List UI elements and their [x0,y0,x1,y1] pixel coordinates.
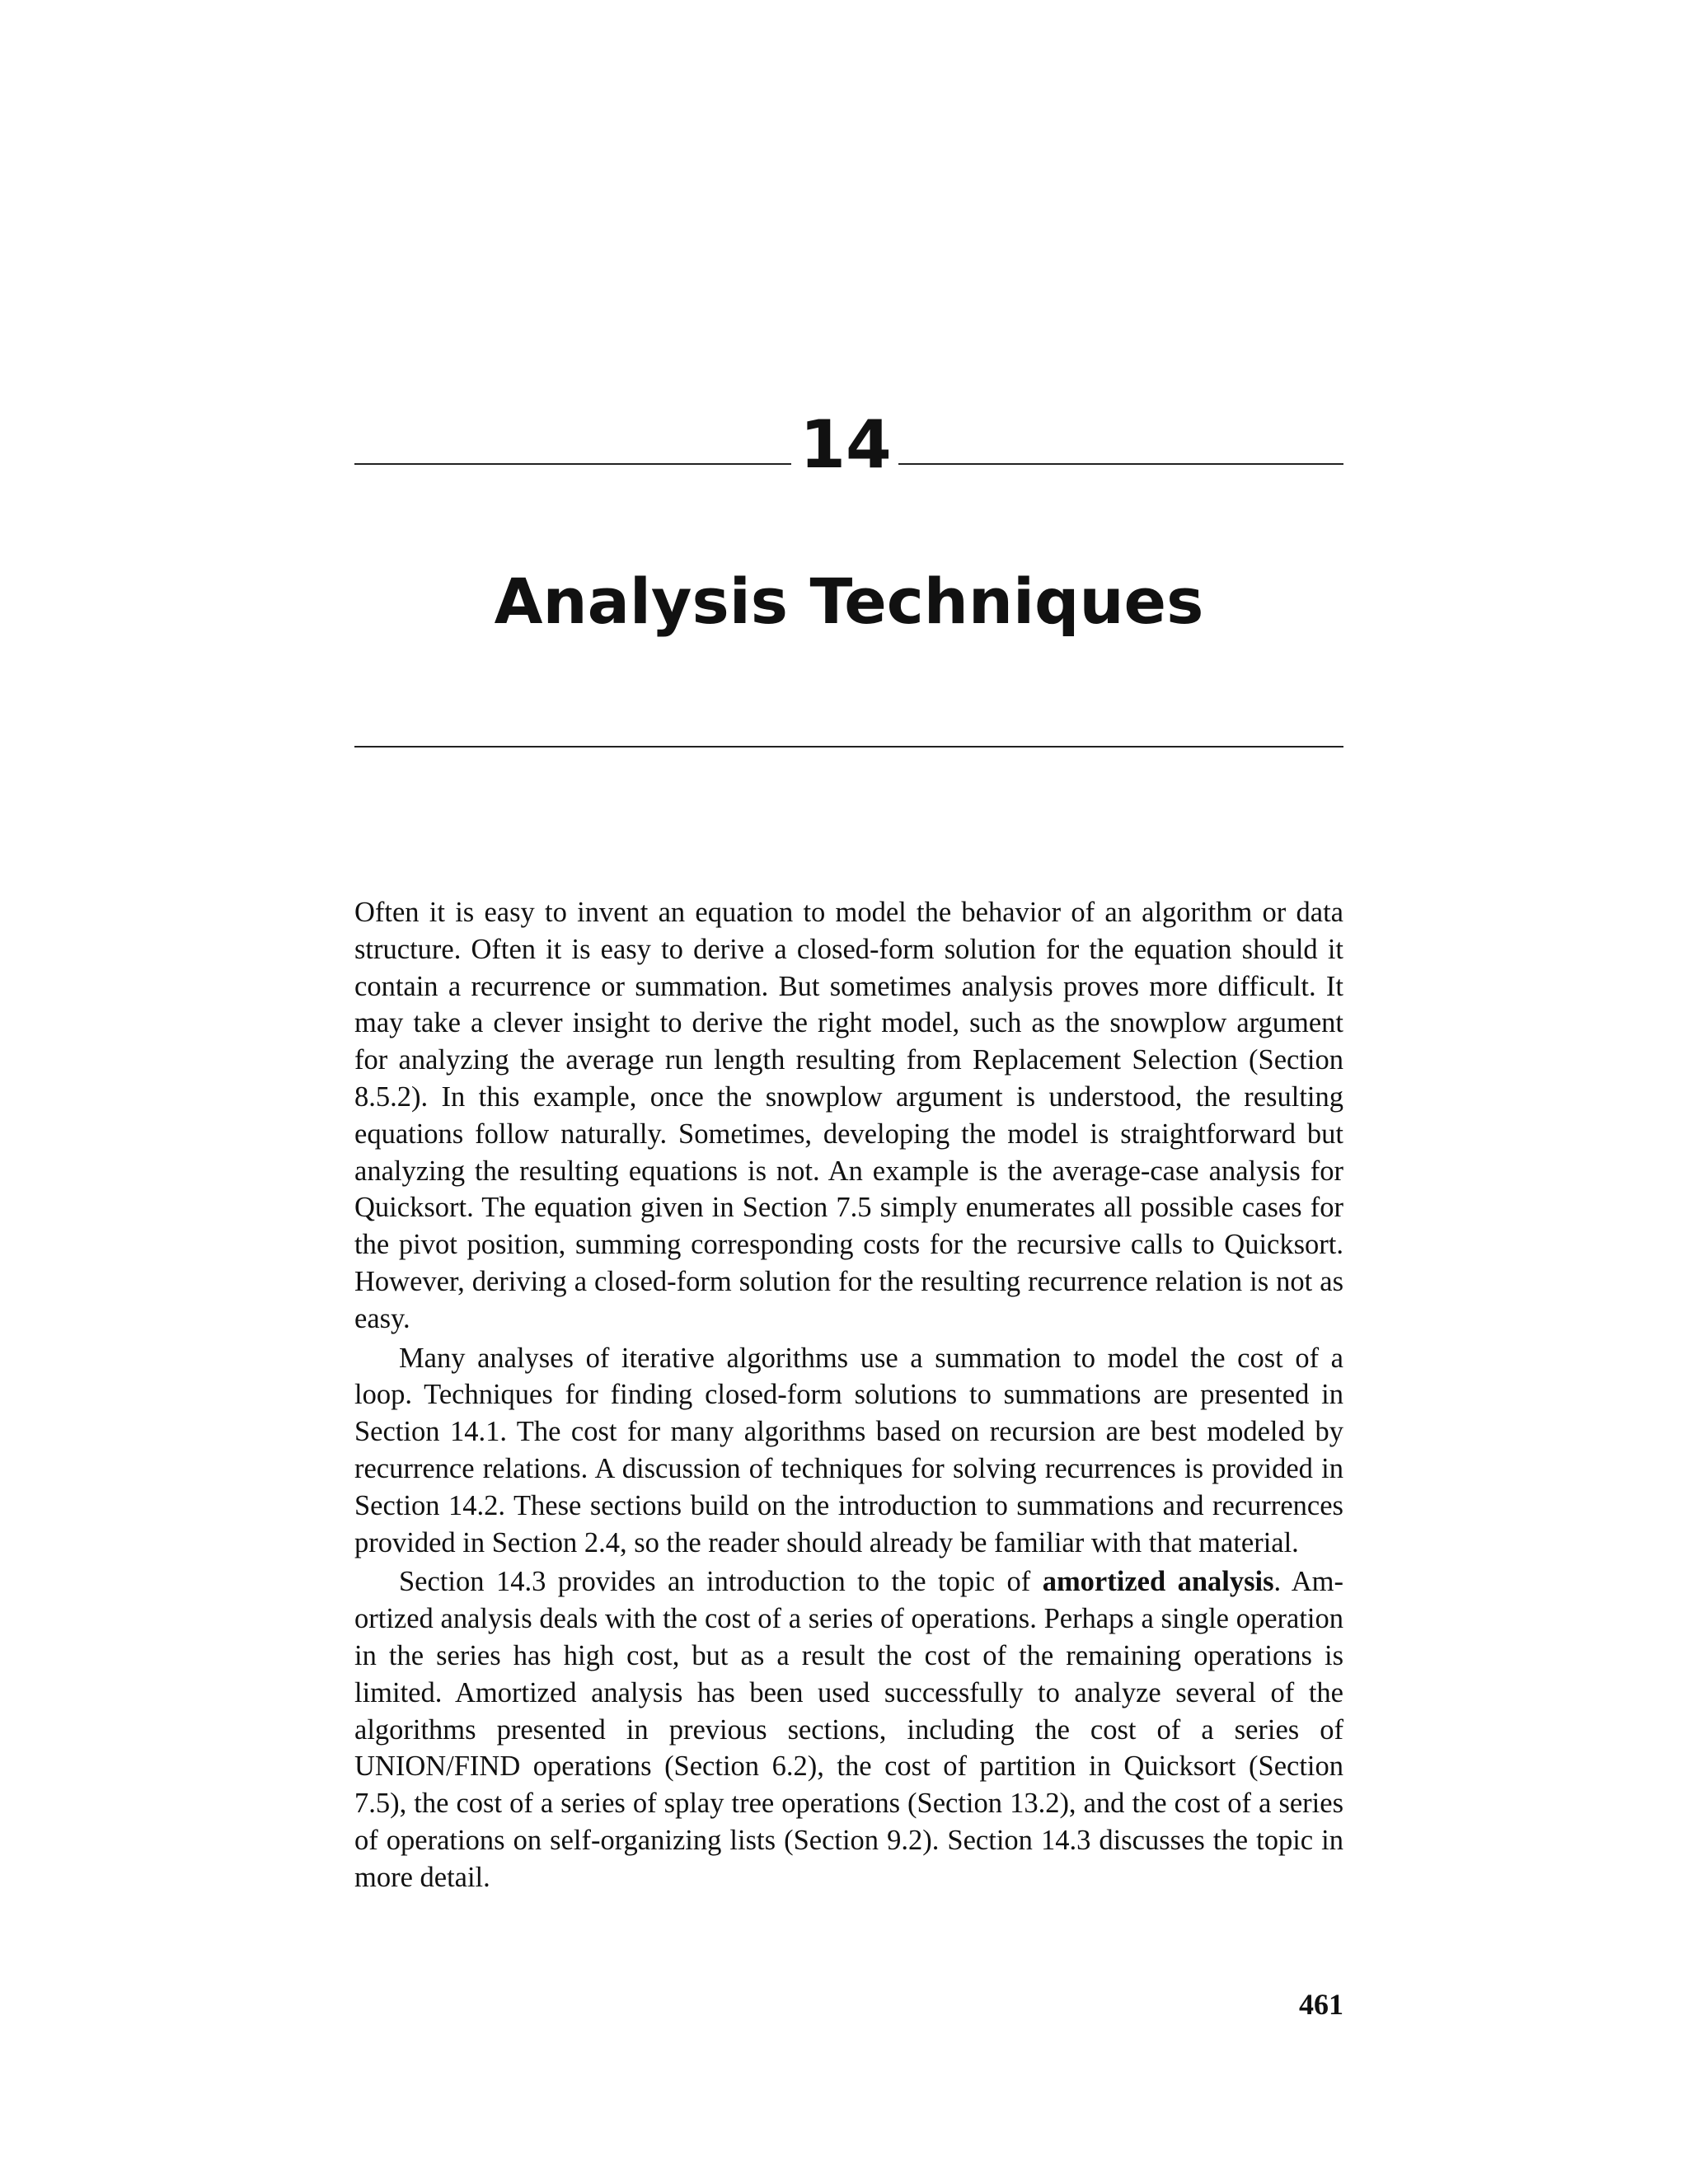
chapter-intro-text [354,894,1343,1896]
chapter-heading [354,404,1343,494]
paragraph-3-after: . Amortized analysis deals with the cost of a series of operations. Perhaps a single operation in the series has high cost, but as a result the cost of the remaining operations is limited. Amortized analysis has been used successfully to analyze several of the algorithms presented in previous sections, including the cost of a series of UNION/FIND operations (Section 6.2), the cost of partition in Quicksort (Section 7.5), the cost of a series of splay tree operations (Section 13.2), and the cost of a series of operations on self-organizing lists (Section 9.2). Section 14.3 discusses the topic in more detail. [354,1566,1343,1893]
chapter-title: Analysis Techniques [494,565,1204,638]
chapter-number: 14 [799,406,892,483]
paragraph-3 [354,1563,1343,1896]
page-number: 461 [1299,1988,1343,2021]
paragraph-3-before: Section 14.3 provides an introduction to the topic of [399,1566,1043,1598]
chapter-rule-left [354,463,791,465]
title-rule-bottom [354,746,1343,748]
paragraph-2: Many analyses of iterative algorithms use a summation to model the cost of a loop. Techniques for finding closed-form solutions to summations are presented in Section 14.1. The cost for many algorithms based on recursion are best modeled by recurrence relations. A discussion of techniques for solving recurrences is provided in Section 14.2. These sections build on the introduction to summations and recurrences provided in Section 2.4, so the reader should already be familiar with that material. [354,1342,1343,1558]
paragraph-1: Often it is easy to invent an equation to model the behavior of an algorithm or data structure. Often it is easy to derive a closed-form solution for the equation should it contain a recurrence or summation. But sometimes analysis proves more difficult. It may take a clever insight to derive the right model, such as the snowplow argument for analyzing the average run length resulting from Replacement Selection (Section 8.5.2). In this example, once the snowplow argument is understood, the resulting equations follow naturally. Sometimes, developing the model is straightforward but analyzing the resulting equations is not. An example is the average-case analysis for Quicksort. The equation given in Section 7.5 simply enumerates all possible cases for the pivot position, summing corresponding costs for the recursive calls to Quicksort. However, deriving a closed-form solution for the resulting recurrence relation is not as easy. [354,897,1343,1334]
bold-term-amortized-analysis: amortized analysis [1042,1566,1274,1598]
chapter-rule-right [898,463,1343,465]
